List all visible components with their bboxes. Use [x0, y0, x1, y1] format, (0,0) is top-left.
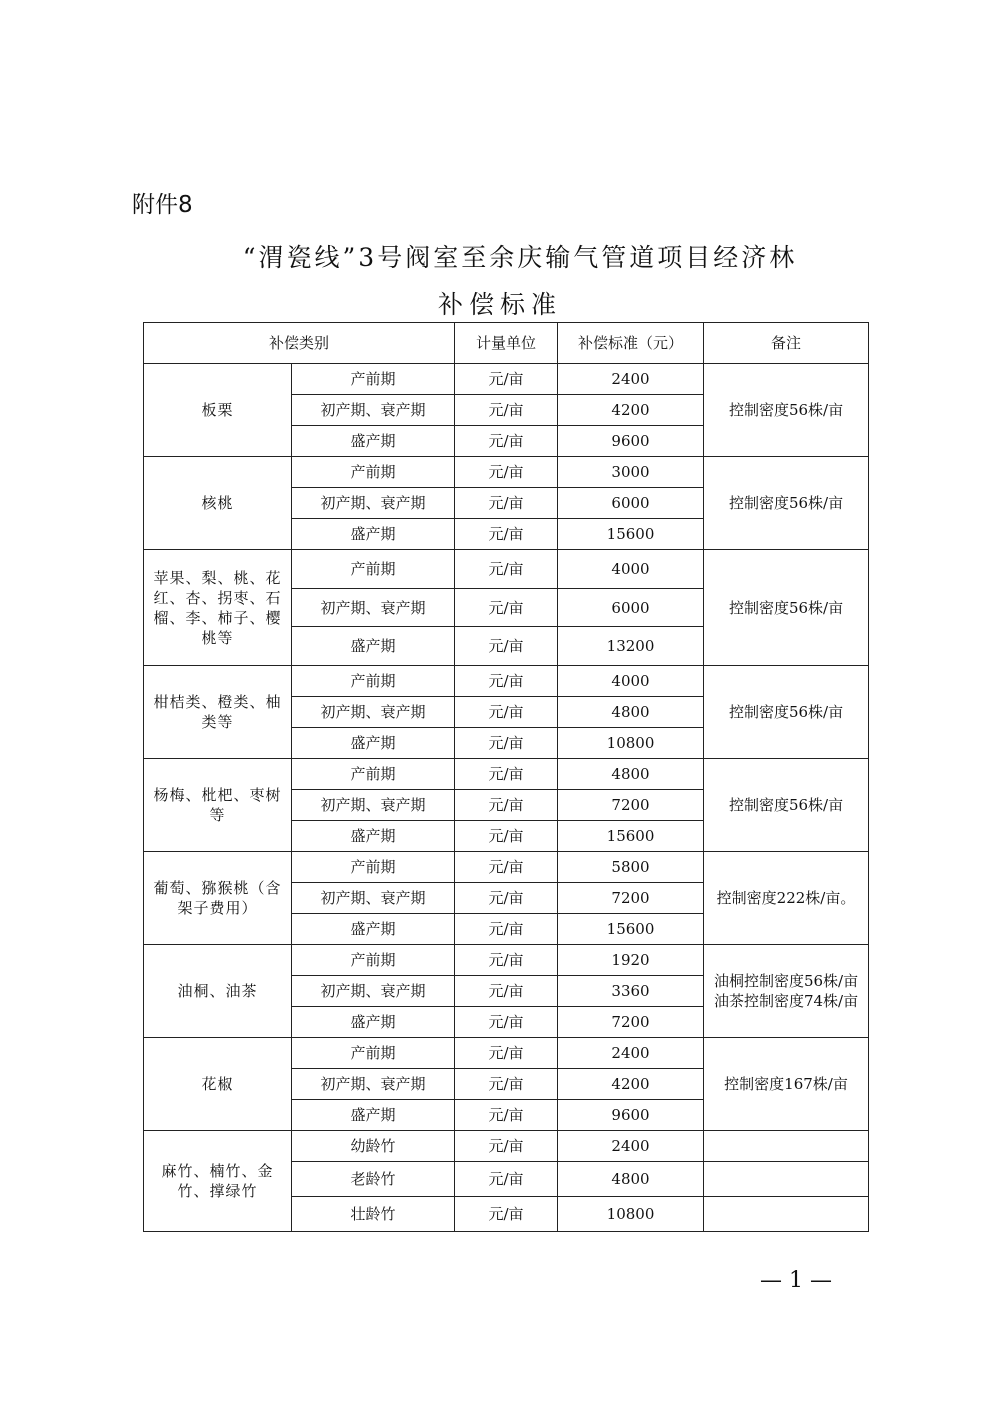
remark-cell: 控制密度167株/亩	[704, 1038, 869, 1131]
period-cell: 盛产期	[292, 519, 455, 550]
period-cell: 初产期、衰产期	[292, 790, 455, 821]
remark-cell: 控制密度56株/亩	[704, 550, 869, 666]
period-cell: 初产期、衰产期	[292, 1069, 455, 1100]
unit-cell: 元/亩	[455, 627, 558, 666]
remark-cell: 控制密度222株/亩。	[704, 852, 869, 945]
standard-cell: 4800	[558, 697, 704, 728]
table-header-row	[144, 323, 869, 364]
header-standard: 补偿标准（元）	[558, 323, 704, 364]
standard-cell: 13200	[558, 627, 704, 666]
standard-cell: 4800	[558, 1162, 704, 1197]
unit-cell: 元/亩	[455, 1007, 558, 1038]
standard-cell: 2400	[558, 364, 704, 395]
unit-cell: 元/亩	[455, 550, 558, 589]
unit-cell: 元/亩	[455, 883, 558, 914]
unit-cell: 元/亩	[455, 589, 558, 627]
unit-cell: 元/亩	[455, 1038, 558, 1069]
period-cell: 产前期	[292, 364, 455, 395]
remark-cell	[704, 1131, 869, 1162]
standard-cell: 4200	[558, 1069, 704, 1100]
unit-cell: 元/亩	[455, 790, 558, 821]
unit-cell: 元/亩	[455, 821, 558, 852]
unit-cell: 元/亩	[455, 945, 558, 976]
remark-cell: 油桐控制密度56株/亩 油茶控制密度74株/亩	[704, 945, 869, 1038]
unit-cell: 元/亩	[455, 519, 558, 550]
standard-cell: 7200	[558, 790, 704, 821]
unit-cell: 元/亩	[455, 395, 558, 426]
document-title: “渭瓷线”3号阀室至余庆输气管道项目经济林	[242, 243, 798, 272]
standard-cell: 10800	[558, 728, 704, 759]
period-cell: 老龄竹	[292, 1162, 455, 1197]
standard-cell: 10800	[558, 1197, 704, 1232]
remark-cell: 控制密度56株/亩	[704, 364, 869, 457]
period-cell: 幼龄竹	[292, 1131, 455, 1162]
compensation-table	[143, 322, 869, 1232]
table-row	[144, 666, 869, 697]
period-cell: 初产期、衰产期	[292, 976, 455, 1007]
period-cell: 盛产期	[292, 728, 455, 759]
standard-cell: 9600	[558, 426, 704, 457]
remark-cell: 控制密度56株/亩	[704, 457, 869, 550]
standard-cell: 6000	[558, 589, 704, 627]
period-cell: 初产期、衰产期	[292, 697, 455, 728]
category-cell: 葡萄、猕猴桃（含架子费用）	[144, 852, 292, 945]
period-cell: 产前期	[292, 759, 455, 790]
standard-cell: 7200	[558, 1007, 704, 1038]
period-cell: 产前期	[292, 666, 455, 697]
remark-cell	[704, 1197, 869, 1232]
standard-cell: 3360	[558, 976, 704, 1007]
standard-cell: 15600	[558, 519, 704, 550]
unit-cell: 元/亩	[455, 976, 558, 1007]
unit-cell: 元/亩	[455, 914, 558, 945]
attachment-label: 附件8	[132, 192, 193, 218]
period-cell: 初产期、衰产期	[292, 589, 455, 627]
standard-cell: 4800	[558, 759, 704, 790]
table-row	[144, 1038, 869, 1069]
table-row	[144, 1131, 869, 1162]
period-cell: 产前期	[292, 550, 455, 589]
table-row	[144, 945, 869, 976]
category-cell: 苹果、梨、桃、花红、杏、拐枣、石榴、李、柿子、樱桃等	[144, 550, 292, 666]
standard-cell: 7200	[558, 883, 704, 914]
period-cell: 盛产期	[292, 426, 455, 457]
unit-cell: 元/亩	[455, 364, 558, 395]
standard-cell: 15600	[558, 821, 704, 852]
period-cell: 产前期	[292, 852, 455, 883]
period-cell: 初产期、衰产期	[292, 883, 455, 914]
category-cell: 柑桔类、橙类、柚类等	[144, 666, 292, 759]
table-row	[144, 759, 869, 790]
standard-cell: 2400	[558, 1038, 704, 1069]
unit-cell: 元/亩	[455, 1100, 558, 1131]
category-cell: 麻竹、楠竹、金竹、撑绿竹	[144, 1131, 292, 1232]
remark-cell	[704, 1162, 869, 1197]
standard-cell: 5800	[558, 852, 704, 883]
unit-cell: 元/亩	[455, 426, 558, 457]
unit-cell: 元/亩	[455, 488, 558, 519]
unit-cell: 元/亩	[455, 457, 558, 488]
category-cell: 杨梅、枇杷、枣树等	[144, 759, 292, 852]
document-subtitle: 补偿标准	[437, 290, 562, 319]
standard-cell: 2400	[558, 1131, 704, 1162]
period-cell: 盛产期	[292, 1100, 455, 1131]
standard-cell: 1920	[558, 945, 704, 976]
table-row	[144, 550, 869, 589]
period-cell: 初产期、衰产期	[292, 395, 455, 426]
unit-cell: 元/亩	[455, 1162, 558, 1197]
standard-cell: 3000	[558, 457, 704, 488]
page-number: — 1 —	[760, 1268, 832, 1293]
standard-cell: 6000	[558, 488, 704, 519]
standard-cell: 4200	[558, 395, 704, 426]
unit-cell: 元/亩	[455, 1197, 558, 1232]
header-remark: 备注	[704, 323, 869, 364]
category-cell: 板栗	[144, 364, 292, 457]
header-category: 补偿类别	[144, 323, 455, 364]
table-row	[144, 364, 869, 395]
unit-cell: 元/亩	[455, 852, 558, 883]
category-cell: 花椒	[144, 1038, 292, 1131]
remark-cell: 控制密度56株/亩	[704, 666, 869, 759]
period-cell: 盛产期	[292, 627, 455, 666]
table-body	[144, 364, 869, 1232]
standard-cell: 4000	[558, 666, 704, 697]
unit-cell: 元/亩	[455, 759, 558, 790]
remark-cell: 控制密度56株/亩	[704, 759, 869, 852]
period-cell: 初产期、衰产期	[292, 488, 455, 519]
standard-cell: 15600	[558, 914, 704, 945]
header-unit: 计量单位	[455, 323, 558, 364]
period-cell: 产前期	[292, 1038, 455, 1069]
category-cell: 核桃	[144, 457, 292, 550]
standard-cell: 9600	[558, 1100, 704, 1131]
unit-cell: 元/亩	[455, 1131, 558, 1162]
unit-cell: 元/亩	[455, 697, 558, 728]
table-row	[144, 852, 869, 883]
standard-cell: 4000	[558, 550, 704, 589]
period-cell: 产前期	[292, 945, 455, 976]
period-cell: 产前期	[292, 457, 455, 488]
unit-cell: 元/亩	[455, 1069, 558, 1100]
table-row	[144, 457, 869, 488]
period-cell: 盛产期	[292, 914, 455, 945]
unit-cell: 元/亩	[455, 728, 558, 759]
period-cell: 盛产期	[292, 821, 455, 852]
period-cell: 盛产期	[292, 1007, 455, 1038]
period-cell: 壮龄竹	[292, 1197, 455, 1232]
category-cell: 油桐、油茶	[144, 945, 292, 1038]
unit-cell: 元/亩	[455, 666, 558, 697]
